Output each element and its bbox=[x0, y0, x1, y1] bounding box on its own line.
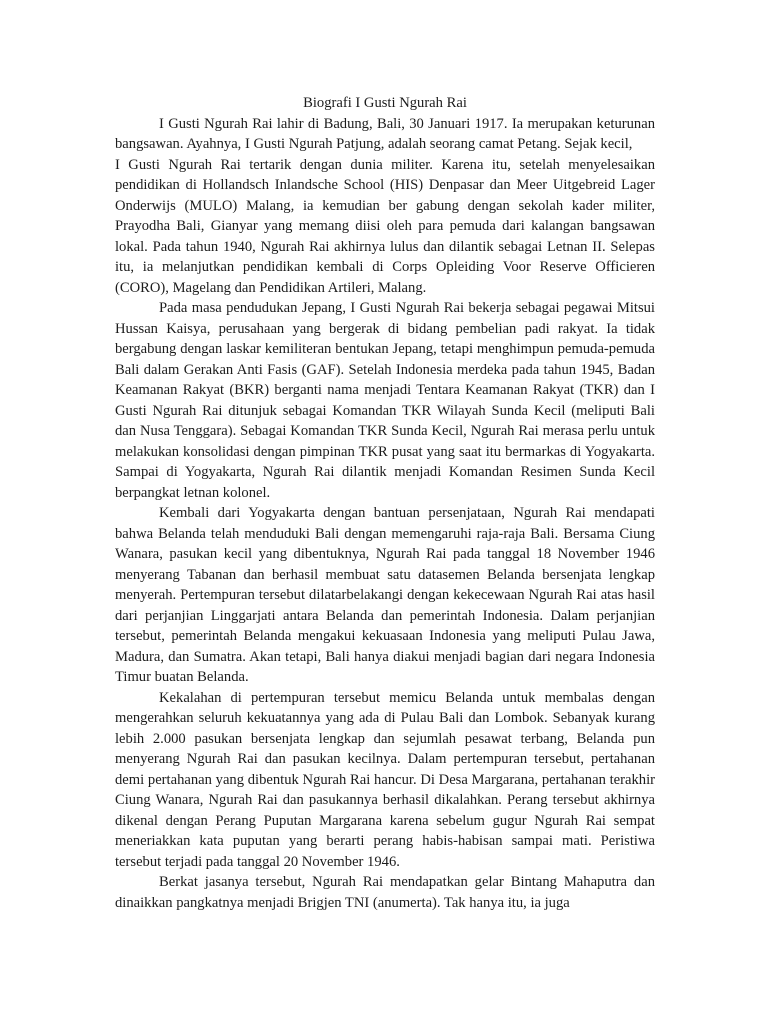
paragraph-puputan-margarana: Kekalahan di pertempuran tersebut memicu Belanda untuk membalas dengan mengerahkan seluruh kekuatannya yang ada di Pulau Bali dan Lombok. Sebanyak kurang lebih 2.000 pasukan bersenjata lengkap dan sejumlah pesawat terbang, Belanda pun menyerang Ngurah Rai dan pasukan kecilnya. Dalam pertempuran tersebut, pertahanan demi pertahanan yang dibentuk Ngurah Rai hancur. Di Desa Margarana, pertahanan terakhir Ciung Wanara, Ngurah Rai dan pasukannya berhasil dikalahkan. Perang tersebut akhirnya dikenal dengan Perang Puputan Margarana karena sebelum gugur Ngurah Rai sempat meneriakkan kata puputan yang berarti perang habis-habisan sampai mati. Peristiwa tersebut terjadi pada tanggal 20 November 1946. bbox=[115, 689, 655, 870]
paragraph-birth: I Gusti Ngurah Rai lahir di Badung, Bali, 30 Januari 1917. Ia merupakan keturunan bangsawan. Ayahnya, I Gusti Ngurah Patjung, adalah seorang camat Petang. Sejak kecil, bbox=[115, 115, 655, 152]
document-body bbox=[115, 93, 655, 913]
paragraph-education: I Gusti Ngurah Rai tertarik dengan dunia militer. Karena itu, setelah menyelesaikan pendidikan di Hollandsch Inlandsche School (HIS) Denpasar dan Meer Uitgebreid Lager Onderwijs (MULO) Malang, ia kemudian ber gabung dengan sekolah kader militer, Prayodha Bali, Gianyar yang memang diisi oleh para pemuda dari kalangan bangsawan lokal. Pada tahun 1940, Ngurah Rai akhirnya lulus dan dilantik sebagai Letnan II. Selepas itu, ia melanjutkan pendidikan kembali di Corps Opleiding Voor Reserve Officieren (CORO), Magelang dan Pendidikan Artileri, Malang. bbox=[115, 156, 655, 296]
document-title: Biografi I Gusti Ngurah Rai bbox=[303, 95, 467, 111]
paragraph-honors: Berkat jasanya tersebut, Ngurah Rai mendapatkan gelar Bintang Mahaputra dan dinaikkan pangkatnya menjadi Brigjen TNI (anumerta). Tak hanya itu, ia juga bbox=[115, 874, 655, 911]
paragraph-japanese-occupation: Pada masa pendudukan Jepang, I Gusti Ngurah Rai bekerja sebagai pegawai Mitsui Hussan Kaisya, perusahaan yang bergerak di bidang pembelian padi rakyat. Ia tidak bergabung dengan laskar kemiliteran bentukan Jepang, tetapi menghimpun pemuda-pemuda Bali dalam Gerakan Anti Fasis (GAF). Setelah Indonesia merdeka pada tahun 1945, Badan Keamanan Rakyat (BKR) berganti nama menjadi Tentara Keamanan Rakyat (TKR) dan I Gusti Ngurah Rai ditunjuk sebagai Komandan TKR Wilayah Sunda Kecil (meliputi Bali dan Nusa Tenggara). Sebagai Komandan TKR Sunda Kecil, Ngurah Rai merasa perlu untuk melakukan konsolidasi dengan pimpinan TKR pusat yang saat itu bermarkas di Yogyakarta. Sampai di Yogyakarta, Ngurah Rai dilantik menjadi Komandan Resimen Sunda Kecil berpangkat letnan kolonel. bbox=[115, 300, 655, 501]
paragraph-return-from-yogyakarta: Kembali dari Yogyakarta dengan bantuan persenjataan, Ngurah Rai mendapati bahwa Belanda telah menduduki Bali dengan memengaruhi raja-raja Bali. Bersama Ciung Wanara, pasukan kecil yang dibentuknya, Ngurah Rai pada tanggal 18 November 1946 menyerang Tabanan dan berhasil membuat satu datasemen Belanda bersenjata lengkap menyerah. Pertempuran tersebut dilatarbelakangi dengan kekecewaan Ngurah Rai atas hasil dari perjanjian Linggarjati antara Belanda dan pemerintah Indonesia. Dalam perjanjian tersebut, pemerintah Belanda mengakui kekuasaan Indonesia yang meliputi Pulau Jawa, Madura, dan Sumatra. Akan tetapi, Bali hanya diakui menjadi bagian dari negara Indonesia Timur buatan Belanda. bbox=[115, 505, 655, 685]
